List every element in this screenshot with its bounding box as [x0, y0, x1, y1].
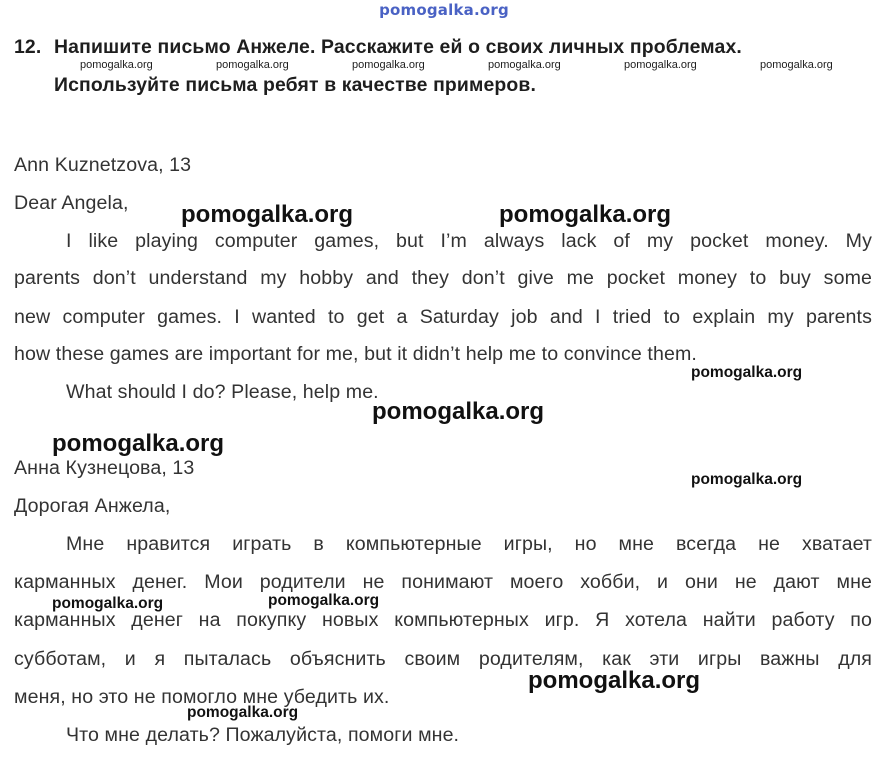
site-header-watermark: pomogalka.org — [379, 1, 509, 19]
letter-ru-line: Мне нравится играть в компьютерные игры, но мне всегда не хватает — [66, 533, 872, 555]
letter-en-closing: What should I do? Please, help me. — [66, 381, 379, 403]
watermark: pomogalka.org — [499, 201, 672, 228]
watermark: pomogalka.org — [216, 59, 289, 71]
task-text-line1: Напишите письмо Анжеле. Расскажите ей о своих личных проблемах. — [54, 36, 742, 58]
watermark: pomogalka.org — [52, 595, 164, 612]
letter-en-line: how these games are important for me, but it didn’t help me to convince them. — [14, 343, 697, 365]
letter-ru-line: карманных денег на покупку новых компьютерных игр. Я хотела найти работу по — [14, 609, 872, 631]
watermark: pomogalka.org — [760, 59, 833, 71]
watermark: pomogalka.org — [80, 59, 153, 71]
watermark: pomogalka.org — [268, 592, 380, 609]
watermark: pomogalka.org — [352, 59, 425, 71]
watermark: pomogalka.org — [488, 59, 561, 71]
letter-ru-line: карманных денег. Мои родители не понимают моего хобби, и они не дают мне — [14, 571, 872, 593]
letter-ru-author: Анна Кузнецова, 13 — [14, 457, 195, 479]
watermark: pomogalka.org — [624, 59, 697, 71]
letter-en-greeting: Dear Angela, — [14, 192, 129, 214]
task-heading-line1 — [14, 36, 742, 59]
letter-ru-greeting: Дорогая Анжела, — [14, 495, 171, 517]
letter-en-line: parents don’t understand my hobby and they don’t give me pocket money to buy some — [14, 267, 872, 289]
letter-ru-line: меня, но это не помогло мне убедить их. — [14, 686, 390, 708]
letter-en-line: I like playing computer games, but I’m always lack of my pocket money. My — [66, 230, 872, 252]
watermark: pomogalka.org — [52, 430, 225, 457]
letter-en-line: new computer games. I wanted to get a Saturday job and I tried to explain my parents — [14, 306, 872, 328]
letter-en-author: Ann Kuznetzova, 13 — [14, 154, 192, 176]
watermark: pomogalka.org — [187, 704, 299, 721]
watermark: pomogalka.org — [181, 201, 354, 228]
watermark: pomogalka.org — [372, 398, 545, 425]
letter-ru-line: субботам, и я пыталась объяснить своим родителям, как эти игры важны для — [14, 648, 872, 670]
letter-ru-closing: Что мне делать? Пожалуйста, помоги мне. — [66, 724, 460, 746]
task-text-line2: Используйте письма ребят в качестве примеров. — [54, 74, 537, 96]
task-number: 12. — [14, 36, 42, 58]
watermark: pomogalka.org — [528, 667, 701, 694]
watermark: pomogalka.org — [691, 471, 803, 488]
watermark: pomogalka.org — [691, 364, 803, 381]
